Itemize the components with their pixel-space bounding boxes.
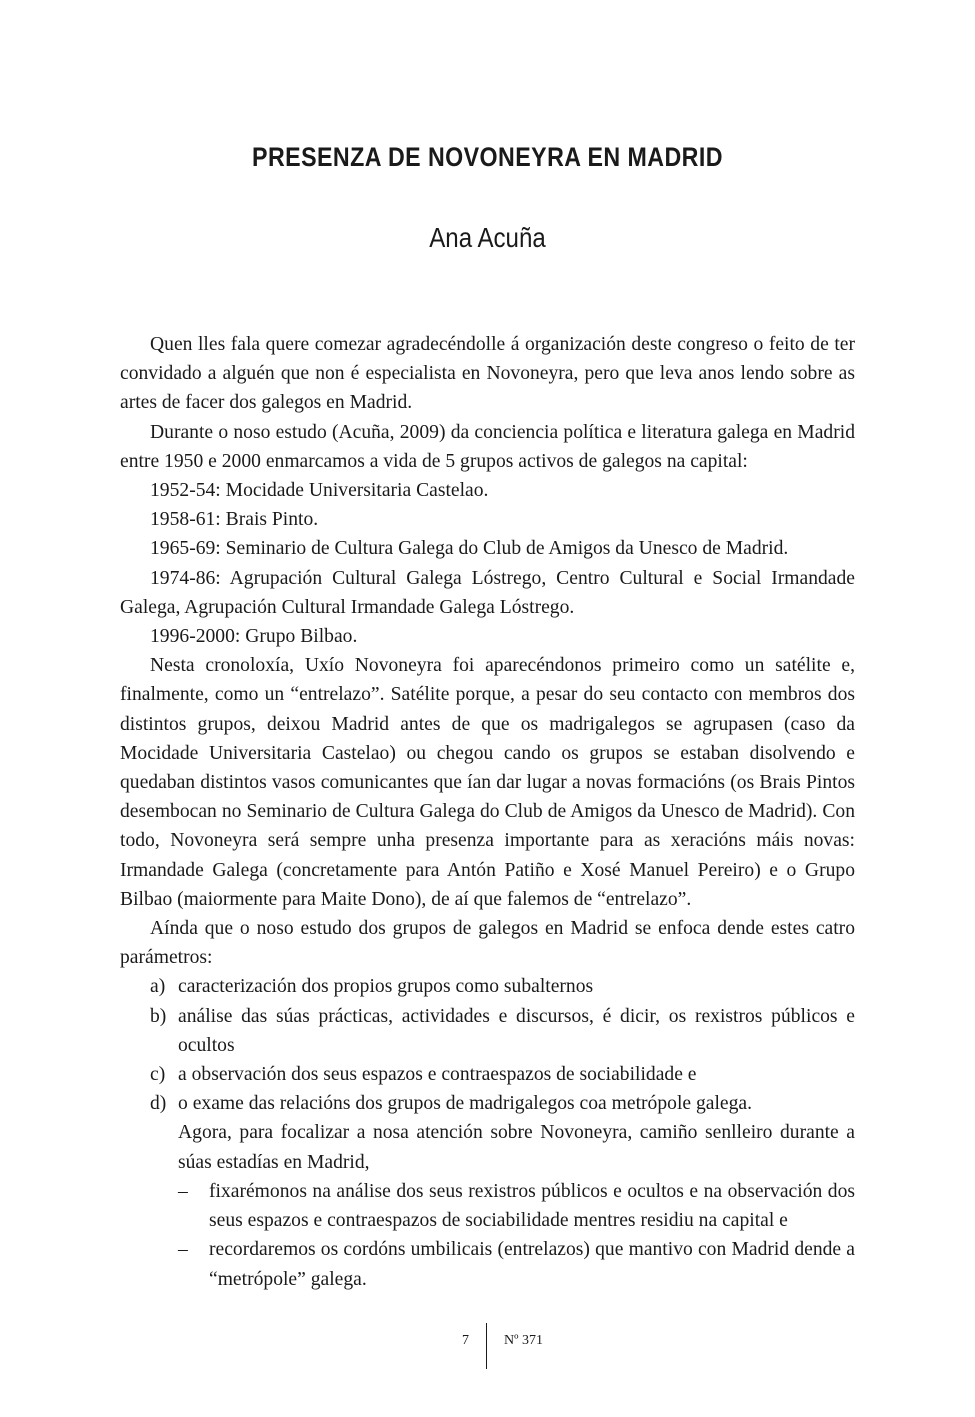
list-item — [120, 1060, 855, 1089]
dash-item-text: fixarémonos na análise dos seus rexistros públicos e ocultos e na observación dos seus espazos e contraespazos de sociabilidade mentres residiu na capital e — [209, 1180, 855, 1232]
list-item-text: a observación dos seus espazos e contraespazos de sociabilidade e — [178, 1064, 697, 1086]
page-number: 7 — [462, 1333, 469, 1348]
dash-marker: – — [178, 1239, 188, 1261]
list-item-text: análise das súas prácticas, actividades e discursos, é dicir, os rexistros públicos e ocultos — [178, 1005, 855, 1056]
list-item — [120, 1089, 855, 1118]
list-item-text: o exame das relacións dos grupos de madrigalegos coa metrópole galega. — [178, 1093, 753, 1115]
list-item-text: caracterización dos propios grupos como subalternos — [178, 976, 594, 998]
paragraph: Agora, para focalizar a nosa atención sobre Novoneyra, camiño senlleiro durante a súas estadías en Madrid, — [178, 1122, 855, 1173]
page-footer — [0, 1323, 975, 1369]
dash-item — [120, 1235, 855, 1293]
article-title: PRESENZA DE NOVONEYRA EN MADRID — [252, 142, 723, 172]
paragraph: Aínda que o noso estudo dos grupos de galegos en Madrid se enfoca dende estes catro parámetros: — [120, 918, 855, 969]
article-body — [120, 330, 855, 1294]
list-marker: c) — [150, 1064, 166, 1086]
group-item: 1952-54: Mocidade Universitaria Castelao. — [150, 480, 489, 502]
list-item — [120, 972, 855, 1001]
group-item: 1974-86: Agrupación Cultural Galega Lóstrego, Centro Cultural e Social Irmandade Galega, Agrupación Cultural Irmandade Galega Lóstrego. — [120, 567, 855, 618]
group-item: 1958-61: Brais Pinto. — [150, 509, 319, 531]
list-marker: b) — [150, 1005, 167, 1027]
group-item: 1965-69: Seminario de Cultura Galega do Club de Amigos da Unesco de Madrid. — [150, 538, 789, 560]
dash-item — [120, 1177, 855, 1235]
paragraph: Nesta cronoloxía, Uxío Novoneyra foi aparecéndonos primeiro como un satélite e, finalmente, como un “entrelazo”. Satélite porque, a pesar do seu contacto con membros dos distintos grupos, deixou Madrid antes de que os madrigalegos se agrupasen (caso da Mocidade Universitaria Castelao) ou chegou cando os grupos se estaban disolvendo e quedaban distintos vasos comunicantes que ían dar lugar a novas formacións (os Brais Pintos desembocan no Seminario de Cultura Galega do Club de Amigos da Unesco de Madrid). Con todo, Novoneyra será sempre unha presenza importante para as xeracións máis novas: Irmandade Galega (concretamente para Antón Patiño e Xosé Manuel Pereiro) e o Grupo Bilbao (maiormente para Maite Dono), de aí que falemos de “entrelazo”. — [120, 655, 855, 910]
paragraph: Quen lles fala quere comezar agradecéndolle á organización deste congreso o feito de ter convidado a alguén que non é especialista en Novoneyra, pero que leva anos lendo sobre as artes de facer dos galegos en Madrid. — [120, 334, 855, 414]
footer-divider — [486, 1323, 487, 1369]
list-marker: d) — [150, 1093, 167, 1115]
list-marker: a) — [150, 976, 166, 998]
article-author: Ana Acuña — [429, 222, 546, 253]
list-item — [120, 1002, 855, 1060]
issue-number: Nº 371 — [504, 1333, 543, 1348]
dash-item-text: recordaremos os cordóns umbilicais (entrelazos) que mantivo con Madrid dende a “metrópole” galega. — [209, 1239, 855, 1290]
group-item: 1996-2000: Grupo Bilbao. — [150, 626, 358, 648]
paragraph: Durante o noso estudo (Acuña, 2009) da conciencia política e literatura galega en Madrid entre 1950 e 2000 enmarcamos a vida de 5 grupos activos de galegos na capital: — [120, 421, 855, 472]
dash-marker: – — [178, 1180, 188, 1202]
